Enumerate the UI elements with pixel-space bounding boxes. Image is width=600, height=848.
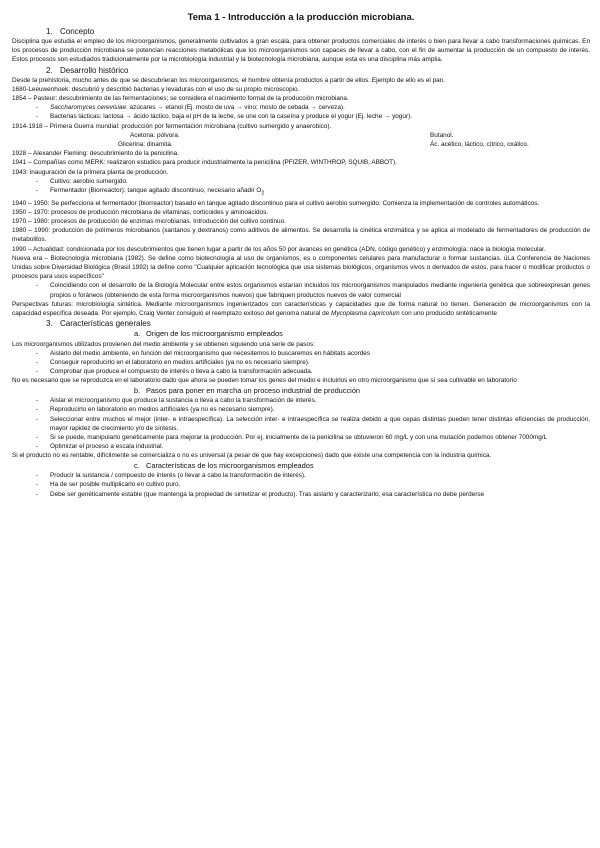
section-heading-historico: 2. Desarrollo histórico (46, 65, 129, 75)
list-item: - Comprobar que produce el compuesto de interés o lleva a cabo la transformación adecuada. (12, 367, 590, 376)
subsection-heading-origen: a. Origen de los microorganismo empleados (134, 329, 283, 339)
fermentation-list (12, 103, 590, 121)
history-1980: 1980 – 1990: producción de polímeros microbianos (xantanos y dextranos) como aditivos de alimentos. Se desarrolla la cinética enzimática y se aplica al modelado de fermentadores de producción de metabolitos. (12, 227, 590, 244)
molecular-list (12, 281, 590, 299)
list-item: - Bacterias lácticas: lactosa → ácido láctico, baja el pH de la leche, se une con la caseína y produce el yogur (Ej. leche → yogur). (12, 112, 590, 121)
list-item: - Aislarlo del medio ambiente, en función del microorganismo que necesitemos lo buscaremos en hábitats acordes (12, 349, 590, 358)
section-heading-caracteristicas: 3. Características generales (46, 319, 151, 329)
ww1-products-row: Glicerina: dinamita. Ác. acético, láctico, cítrico, oxálico. (118, 141, 529, 149)
origen-intro: Los microorganismos utilizados provienen del medio ambiente y se obtienen siguiendo una serie de pasos: (12, 340, 316, 348)
pasos-note: Si el producto no es rentable, difícilmente se comercializa o no es universal (a pesar de que hay excepciones) dado que existe una competencia con la industria química. (12, 452, 492, 460)
list-item: - Si se puede, manipularlo genéticamente para mejorar la producción. Por ej, inicialmente de la penicilina se obtuvieron 60 mg/L y con una mutación podemos obtener 7000mg/L (12, 433, 590, 442)
historico-intro: Desde la prehistoria, mucho antes de que se descubrieran los microorganismos, el hombre obtenía productos a partir de ellos. Ejemplo de ello es el pan. (12, 76, 446, 84)
history-1970: 1970 – 1980: procesos de producción de enzimas microbianas. Introducción del cultivo continuo. (12, 217, 286, 225)
list-item: - Debe ser genéticamente estable (que mantenga la propiedad de sintetizar el producto). Tras aislarlo y caracterizarlo, esa característica no debe perderse (12, 490, 590, 499)
list-item: - Aislar el microorganismo que produce la sustancia o lleva a cabo la transformación de interés. (12, 396, 590, 405)
history-1990: 1990 – Actualidad: condicionada por los descubrimientos que tienen lugar a partir de los años 50 por avances en genética (ADN, código genético) y enzimología: nace la biología molecular. (12, 245, 546, 253)
list-item: - Coincidiendo con el desarrollo de la Biología Molecular entre estos organismos estarían incluidos los microorganismos manipulados mediante ingeniería genética que sobreexpresan genes propios o foráneos (obteniendo de esta forma microorganismos nuevos) que fabriquen productos nuevos de valor comercial (12, 281, 590, 299)
list-item: - Reproducirlo en laboratorio en medios artificiales (ya no es necesario siempre). (12, 405, 590, 414)
document-body (0, 12, 600, 499)
concepto-paragraph: Disciplina que estudia el empleo de los microorganismos, generalmente cultivados a gran escala, para obtener productos comerciales de interés o bien para llevar a cabo transformaciones químicas. En los procesos de producción microbiana se potencian reacciones metabólicas que los microorganismos son capaces de llevar a cabo, con el fin de aumentar la producción de un compuesto de interés. Estos procesos son estudiados tradicionalmente por la microbiología industrial y la biotecnología microbiana, aunque esta es una disciplina más amplia. (12, 38, 590, 64)
caracteristicas-list (12, 471, 590, 499)
history-perspectivas: Perspectivas futuras: microbiología sintética. Mediante microorganismos ingenierizados con características y capacidades que de forma natural no tienen. Generación de microorganismos con la capacidad específica deseada. Por ejemplo, Craig Venter consiguió el reemplazo exitoso del genoma natural de Mycoplasma capricolum con uno producido sintéticamente (12, 300, 590, 317)
list-item: - Conseguir reproducirlo en el laboratorio en medios artificiales (ya no es necesario siempre). (12, 358, 590, 367)
list-item: - Saccharomyces cerevisiae: azúcares → etanol (Ej. mosto de uva → vino; mosto de cebada → cerveza). (12, 103, 590, 112)
history-nueva-era: Nueva era – Biotecnología microbiana (1982). Se define como biotecnología al uso de organismos, es o componentes celulares para manufacturar o formar sustancias. üLa Conferencia de Naciones Unidas sobre Diversidad Biológica (Brasil 1992) la define como "Cualquier aplicación tecnológica que usa sistemas biológicos, organismos vivos o derivados de estos, para hacer o modificar productos o procesos para usos específicos" (12, 254, 590, 281)
list-item: - Cultivo: aerobio sumergido. (12, 177, 590, 186)
list-item: - Fermentador (Biorreactor): tanque agitado discontinuo, necesario añadir $O_2$ (12, 186, 590, 198)
history-1943: 1943: inauguración de la primera planta de producción. (12, 168, 169, 176)
list-item: - Seleccionar entre muchos el mejor (inter- e intraespecífica). La selección inter- e intraespecífica se realiza debido a que cepas distintas pueden tener distintas eficiencias de producción, mayor rapidez de crecimiento y/o de síntesis. (12, 415, 590, 433)
plant-list (12, 177, 590, 199)
subsection-heading-caracteristicas-micro: c. Características de los microorganismos empleados (134, 460, 314, 470)
history-fleming: 1928 – Alexander Fleming: descubrimiento de la penicilina. (12, 150, 179, 158)
ww1-products-row: Acetona: pólvora. Butanol. (130, 131, 454, 139)
history-1940: 1940 – 1950: Se perfecciona el fermentador (biorreactor) basado en tanque agitado discontinuo para el cultivo aerobio sumergido. Comienza la implementación de controles automáticos. (12, 199, 540, 207)
page-title: Tema 1 - Introducción a la producción microbiana. (187, 12, 415, 23)
list-item: - Producir la sustancia / compuesto de interés (o llevar a cabo la transformación de interés). (12, 471, 590, 480)
history-ww1: 1914-1918 – Primera Guerra mundial: producción por fermentación microbiana (cultivo sumergido y anaerobico). (12, 122, 332, 130)
history-pasteur: 1854 – Pasteur: descubrimiento de las fermentaciones; se considera el nacimiento formal de la producción microbiana. (12, 95, 349, 103)
list-item: - Optimizar el proceso a escala industrial. (12, 442, 590, 451)
history-leeuwenhoek: 1680-Leeuwenhoek: descubrió y describió bacterias y levaduras con el uso de su propio microscopio. (12, 85, 300, 93)
origen-list (12, 349, 590, 377)
history-merk: 1941 – Compañías como MERK: realizaron estudios para producir industrialmente la penicilina (PFIZER, WINTHROP, SQUIB, ABBOT). (12, 159, 397, 167)
subsection-heading-pasos: b. Pasos para poner en marcha un proceso industrial de producción (134, 385, 361, 395)
pasos-list (12, 396, 590, 451)
origen-note: No es necesario que se reproduzca en el laboratorio dado que ahora se pueden tomar los genes del medio e incluirlos en otro microorganismo que sí sea cultivable en laboratorio (12, 377, 517, 385)
history-1950: 1950 – 1970: procesos de producción microbiana de vitaminas, corticoides y aminoácidos. (12, 208, 269, 216)
section-heading-concepto: 1. Concepto (46, 27, 95, 36)
list-item: - Ha de ser posible multiplicarlo en cultivo puro. (12, 480, 590, 489)
